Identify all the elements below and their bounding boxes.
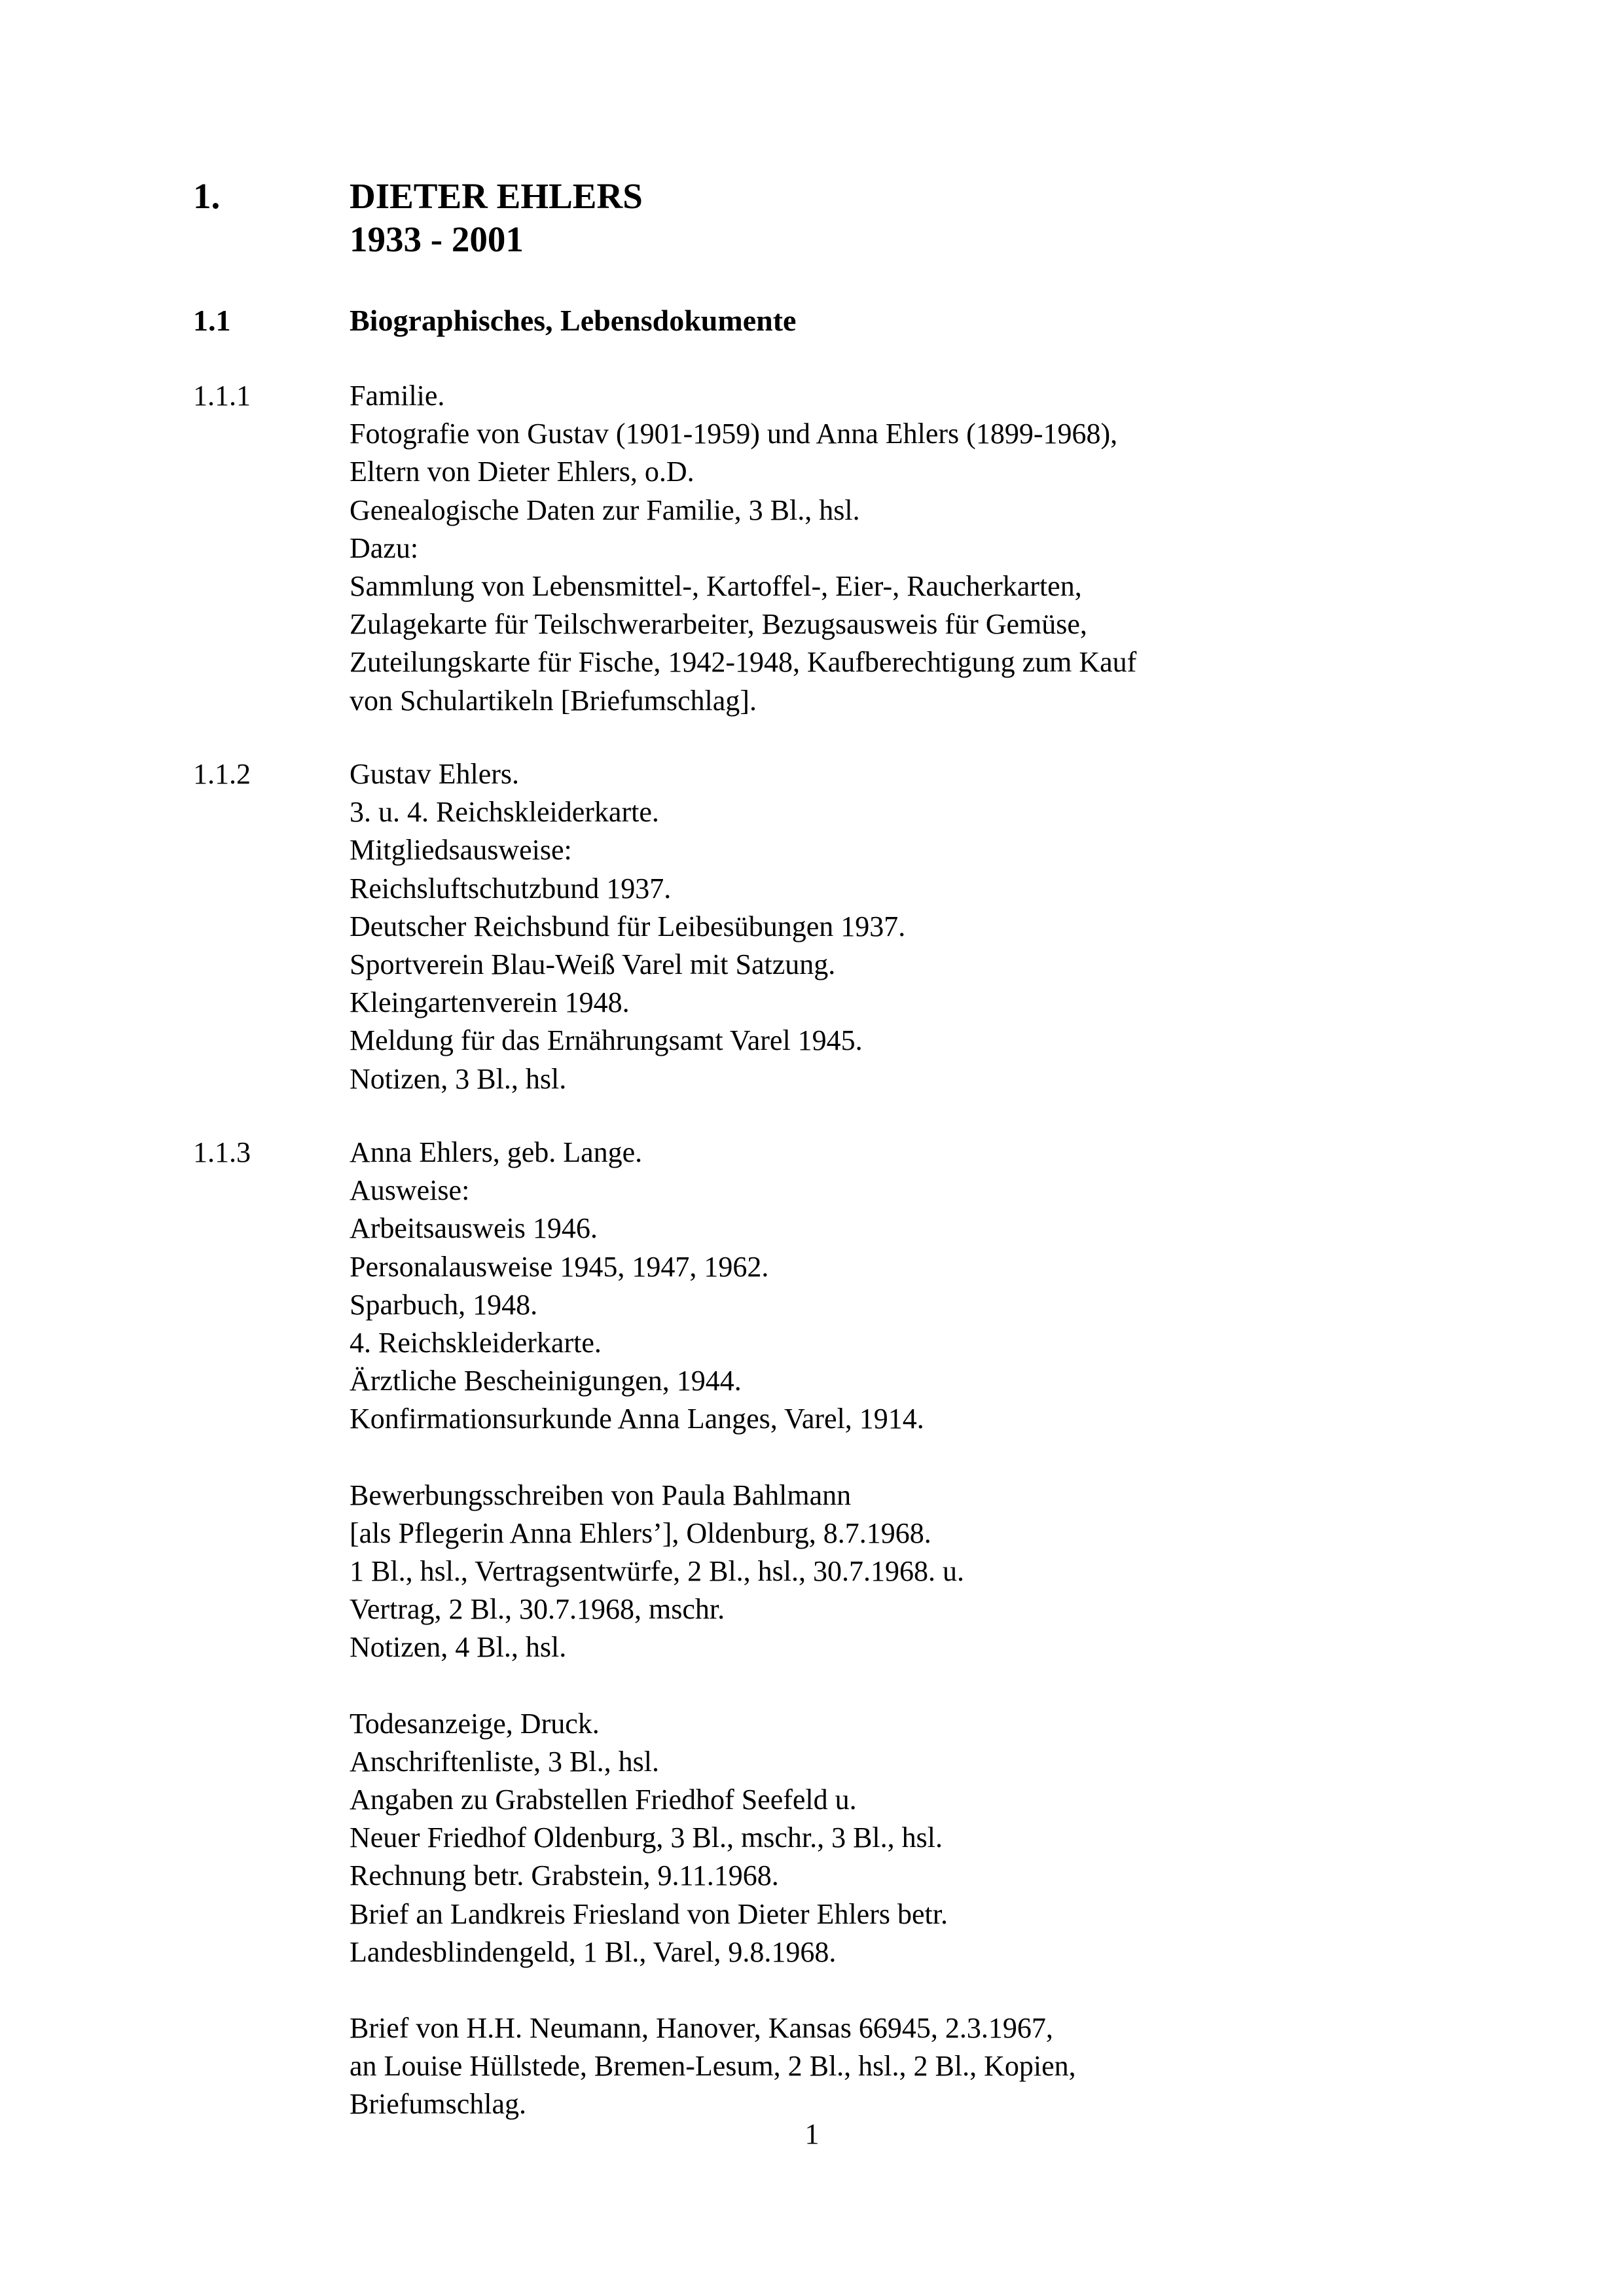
chapter-title: DIETER EHLERS (350, 176, 643, 216)
entry-line: Bewerbungsschreiben von Paula Bahlmann (350, 1479, 852, 1511)
entry-number: 1.1.3 (193, 1136, 251, 1168)
section-title: Biographisches, Lebensdokumente (350, 304, 797, 337)
entry-line: Fotografie von Gustav (1901-1959) und Anna Ehlers (1899-1968), (350, 418, 1118, 450)
entry-line: Zuteilungskarte für Fische, 1942-1948, Kaufberechtigung zum Kauf (350, 646, 1137, 679)
entry-line: Dazu: (350, 531, 419, 564)
entry-line: Sparbuch, 1948. (350, 1288, 538, 1321)
entry-body (350, 1134, 1493, 2124)
entry-line: Familie. (350, 380, 445, 412)
entry-line: Notizen, 4 Bl., hsl. (350, 1631, 567, 1664)
entry-line: 3. u. 4. Reichskleiderkarte. (350, 796, 659, 829)
entry-line: von Schulartikeln [Briefumschlag]. (350, 684, 757, 717)
entry-line: [als Pflegerin Anna Ehlers’], Oldenburg, 8.7.1968. (350, 1516, 931, 1549)
chapter-years: 1933 - 2001 (350, 219, 524, 259)
entry-line: Notizen, 3 Bl., hsl. (350, 1062, 567, 1095)
entry-line: Deutscher Reichsbund für Leibesübungen 1937. (350, 910, 906, 942)
entry-line: Briefumschlag. (350, 2088, 527, 2121)
entry-line: Eltern von Dieter Ehlers, o.D. (350, 456, 695, 488)
entry-line: Angaben zu Grabstellen Friedhof Seefeld u. (350, 1784, 857, 1816)
entry-line: an Louise Hüllstede, Bremen-Lesum, 2 Bl., hsl., 2 Bl., Kopien, (350, 2050, 1076, 2083)
entry-number: 1.1.2 (193, 758, 251, 790)
entry-paragraph (350, 1477, 1493, 1667)
entry-line: Konfirmationsurkunde Anna Langes, Varel, 1914. (350, 1403, 924, 1435)
entry-line: Neuer Friedhof Oldenburg, 3 Bl., mschr., 3 Bl., hsl. (350, 1821, 943, 1854)
entry-line: Personalausweise 1945, 1947, 1962. (350, 1250, 769, 1283)
chapter-number: 1. (193, 176, 221, 216)
entry-line: Anschriftenliste, 3 Bl., hsl. (350, 1745, 659, 1778)
entry-number: 1.1.1 (193, 380, 251, 412)
entry-line: Gustav Ehlers. (350, 758, 520, 790)
entry-line: Reichsluftschutzbund 1937. (350, 872, 672, 905)
entry-line: Brief an Landkreis Friesland von Dieter Ehlers betr. (350, 1897, 948, 1930)
entry-line: Todesanzeige, Druck. (350, 1707, 600, 1740)
entry-line: Ausweise: (350, 1174, 470, 1207)
entry-line: Zulagekarte für Teilschwerarbeiter, Bezugsausweis für Gemüse, (350, 608, 1087, 641)
entry-line: Brief von H.H. Neumann, Hanover, Kansas 66945, 2.3.1967, (350, 2012, 1053, 2045)
entry-paragraph (350, 1134, 1493, 1439)
entry-line: Ärztliche Bescheinigungen, 1944. (350, 1365, 742, 1397)
entry-line: Genealogische Daten zur Familie, 3 Bl., hsl. (350, 493, 860, 526)
chapter-heading (350, 175, 1493, 261)
entry-line: Meldung für das Ernährungsamt Varel 1945. (350, 1024, 863, 1057)
entry-line: 1 Bl., hsl., Vertragsentwürfe, 2 Bl., hsl., 30.7.1968. u. (350, 1555, 965, 1588)
entry-body (350, 755, 1493, 1098)
entry-line: Sportverein Blau-Weiß Varel mit Satzung. (350, 948, 836, 981)
paragraph-gap (350, 1439, 1493, 1477)
entry-line: Arbeitsausweis 1946. (350, 1212, 598, 1245)
entry-body (350, 377, 1493, 720)
entry-paragraph (350, 755, 1493, 1098)
entry-line: Rechnung betr. Grabstein, 9.11.1968. (350, 1859, 779, 1892)
entry-line: Landesblindengeld, 1 Bl., Varel, 9.8.1968. (350, 1935, 837, 1968)
entry-paragraph (350, 377, 1493, 720)
page-number: 1 (804, 2118, 820, 2150)
entry-line: 4. Reichskleiderkarte. (350, 1327, 602, 1359)
paragraph-gap (350, 1971, 1493, 2009)
entry-paragraph (350, 2009, 1493, 2124)
entry-line: Kleingartenverein 1948. (350, 986, 630, 1019)
entry-line: Sammlung von Lebensmittel-, Kartoffel-, Eier-, Raucherkarten, (350, 570, 1082, 603)
entry-paragraph (350, 1705, 1493, 1971)
entry-line: Mitgliedsausweise: (350, 834, 572, 867)
paragraph-gap (350, 1667, 1493, 1705)
entry-line: Vertrag, 2 Bl., 30.7.1968, mschr. (350, 1593, 725, 1626)
section-number: 1.1 (193, 304, 231, 337)
entry-line: Anna Ehlers, geb. Lange. (350, 1136, 643, 1168)
